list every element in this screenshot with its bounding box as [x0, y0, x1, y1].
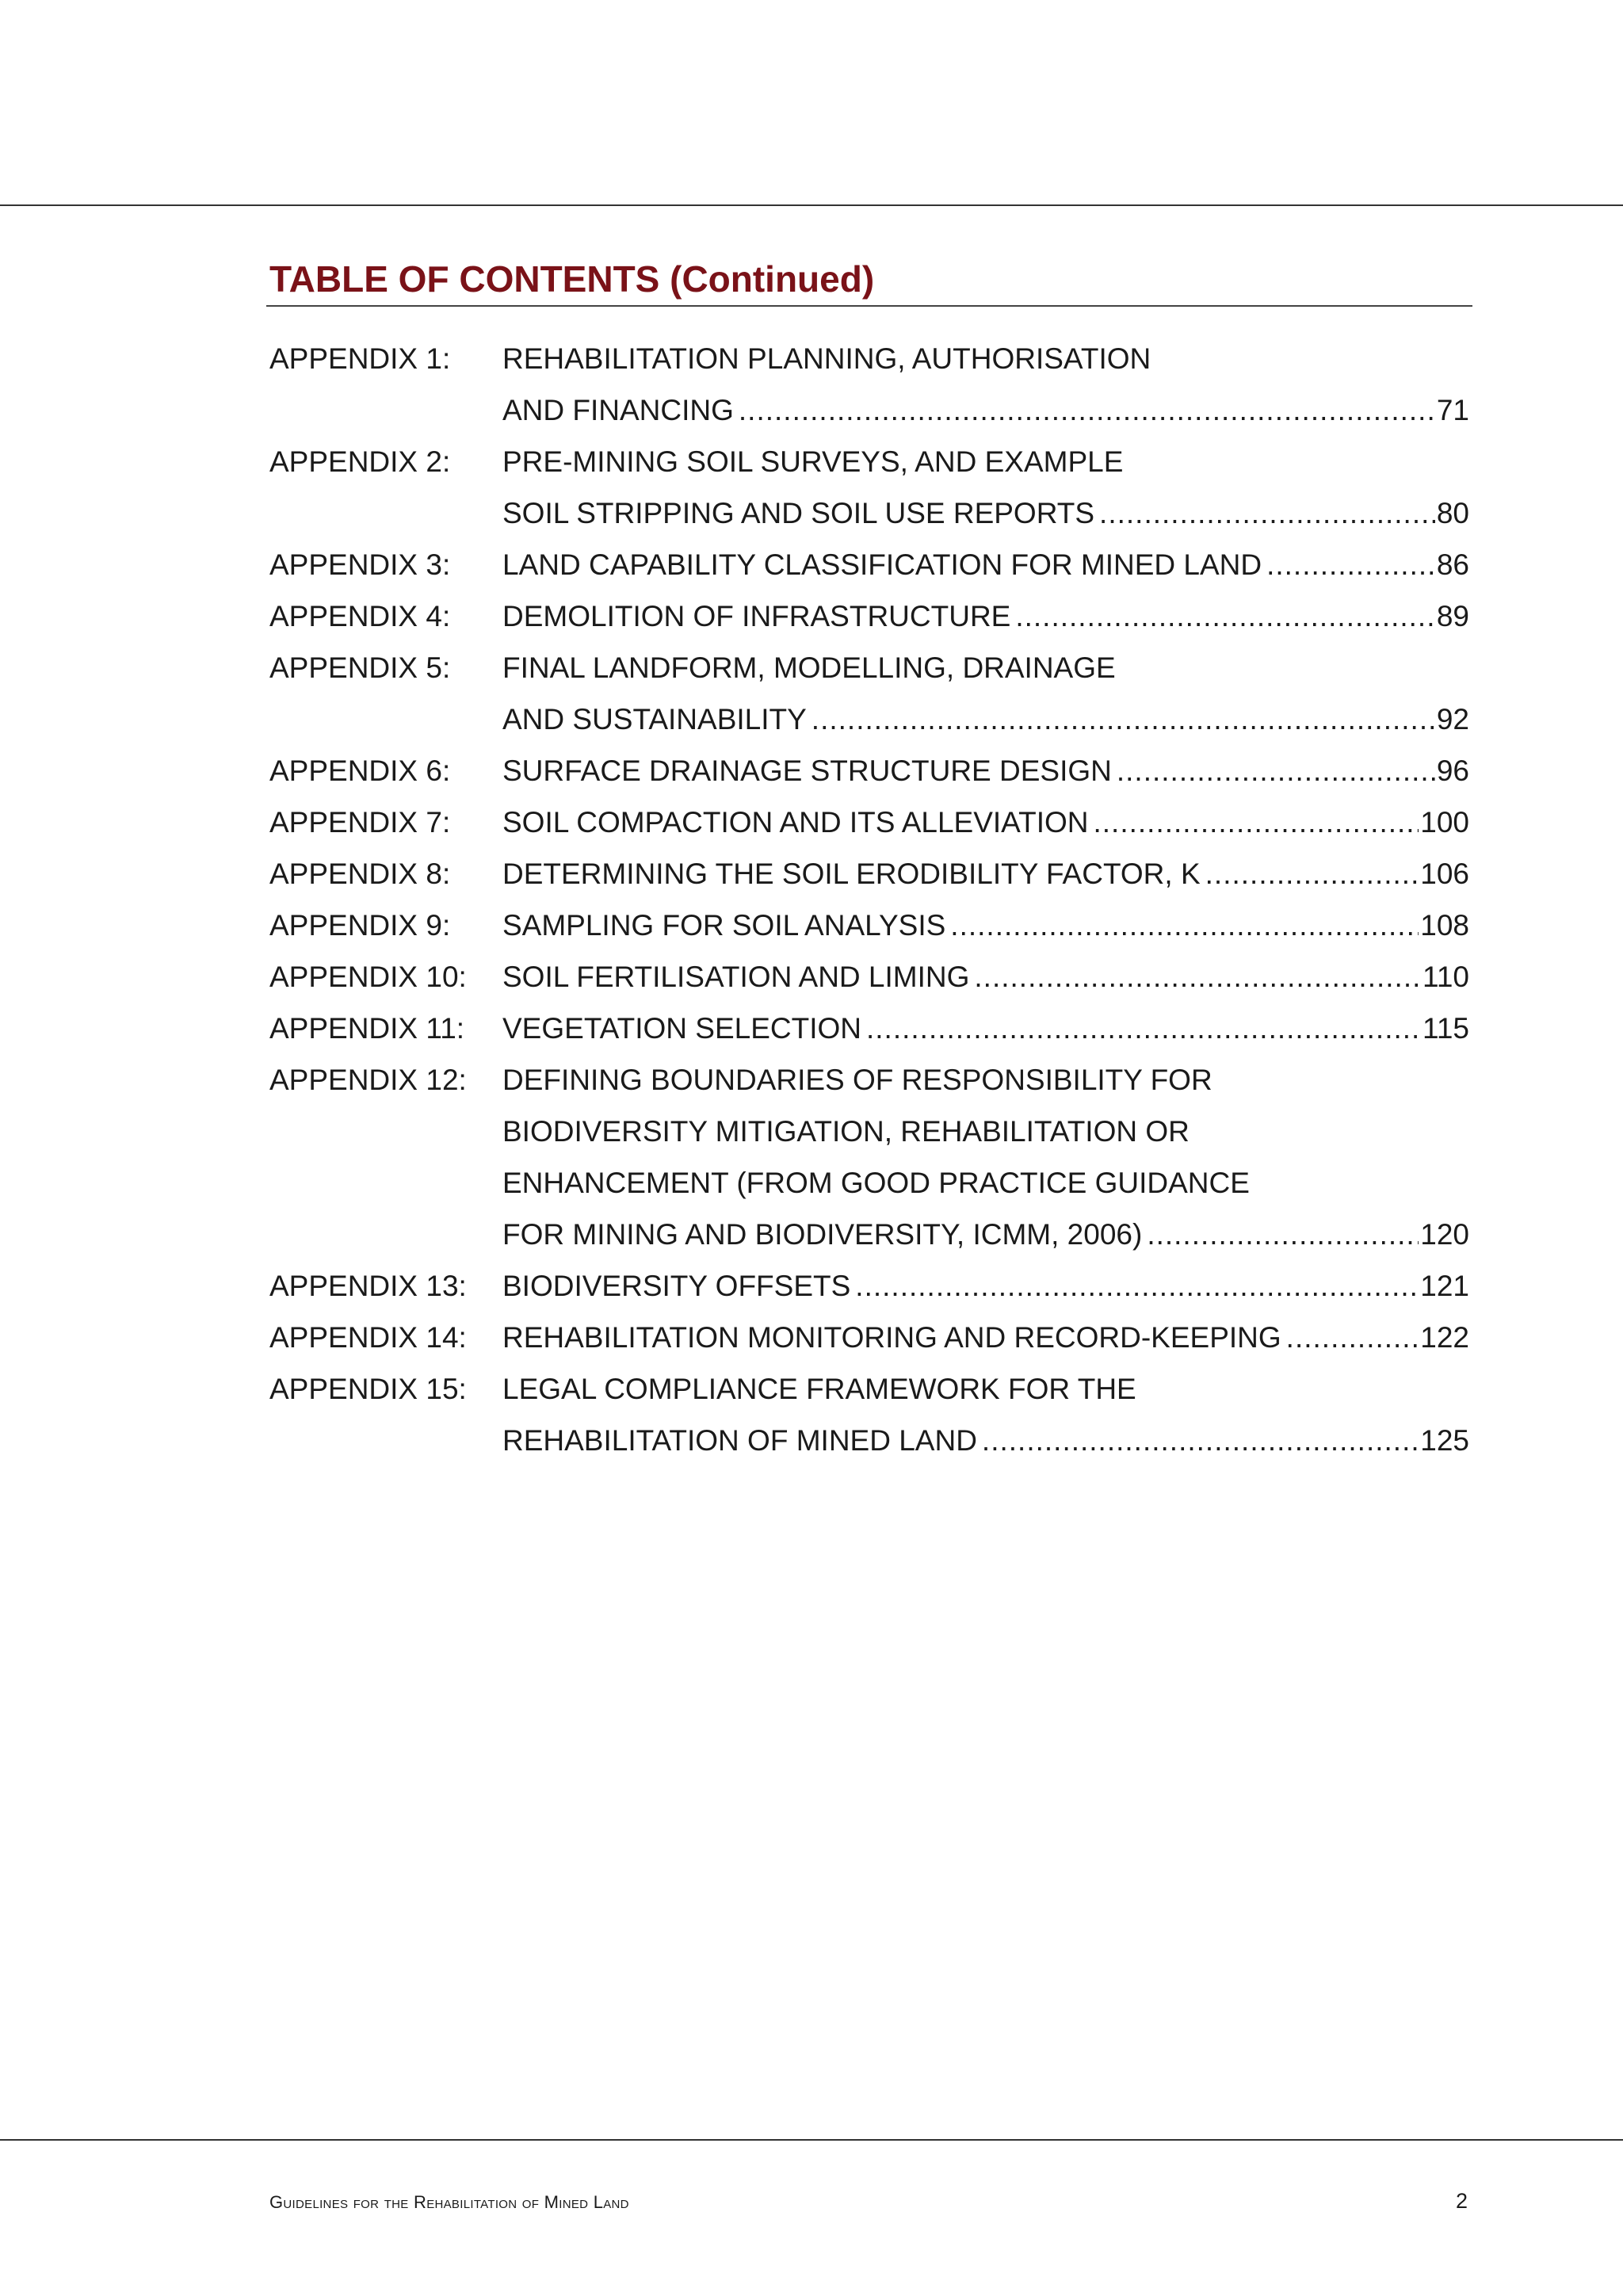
- toc-entry-label: APPENDIX 14:: [269, 1321, 467, 1354]
- toc-entry-label: APPENDIX 15:: [269, 1373, 467, 1405]
- dot-leader: [739, 384, 1435, 436]
- toc-entry[interactable]: [269, 642, 1469, 745]
- dot-leader: [1099, 487, 1435, 539]
- toc-entry-page-number: 110: [1423, 961, 1469, 993]
- dot-leader: [1015, 590, 1435, 642]
- toc-entry-page-number: 125: [1420, 1424, 1469, 1457]
- dot-leader: [1286, 1312, 1419, 1363]
- toc-entry-title-line: LEGAL COMPLIANCE FRAMEWORK FOR THE: [502, 1373, 1136, 1405]
- toc-entry-leader-line: [502, 745, 1469, 797]
- toc-entry-title-line: BIODIVERSITY OFFSETS: [502, 1270, 851, 1302]
- toc-entry[interactable]: [269, 1054, 1469, 1260]
- toc-entry-title-line: REHABILITATION OF MINED LAND: [502, 1424, 977, 1457]
- toc-entry-label: APPENDIX 12:: [269, 1064, 467, 1096]
- toc-entry-label: APPENDIX 10:: [269, 961, 467, 993]
- toc-entry-title-line: REHABILITATION MONITORING AND RECORD-KEEPING: [502, 1321, 1281, 1354]
- toc-entry-title-line: DEFINING BOUNDARIES OF RESPONSIBILITY FOR: [502, 1064, 1212, 1096]
- toc-entry-page-number: 89: [1436, 600, 1469, 632]
- toc-entry-title-line: FINAL LANDFORM, MODELLING, DRAINAGE: [502, 651, 1116, 684]
- toc-entry-page-number: 71: [1436, 394, 1469, 426]
- toc-entry-body: [502, 848, 1469, 900]
- toc-entry-title-line: SAMPLING FOR SOIL ANALYSIS: [502, 909, 946, 942]
- toc-entry-page-number: 96: [1436, 755, 1469, 787]
- footer-document-title: Guidelines for the Rehabilitation of Mined Land: [269, 2192, 629, 2212]
- toc-entry[interactable]: [269, 951, 1469, 1003]
- toc-entry-leader-line: [502, 384, 1469, 436]
- dot-leader: [1266, 539, 1435, 590]
- toc-entry-page-number: 108: [1420, 909, 1469, 942]
- toc-entry-leader-line: [502, 1312, 1469, 1363]
- dot-leader: [1147, 1209, 1419, 1260]
- toc-entry[interactable]: [269, 1003, 1469, 1054]
- toc-entry-leader-line: [502, 590, 1469, 642]
- toc-entry-body: [502, 539, 1469, 590]
- toc-entry-title-line: AND FINANCING: [502, 394, 734, 426]
- toc-entry[interactable]: [269, 848, 1469, 900]
- toc-entry-page-number: 86: [1436, 548, 1469, 581]
- toc-entry-title-line: FOR MINING AND BIODIVERSITY, ICMM, 2006): [502, 1218, 1143, 1251]
- toc-entry[interactable]: [269, 539, 1469, 590]
- dot-leader: [974, 951, 1421, 1003]
- toc-entry-label: APPENDIX 9:: [269, 909, 451, 942]
- toc-entry[interactable]: [269, 797, 1469, 848]
- footer-rule: [0, 2139, 1623, 2141]
- toc-entry-label: APPENDIX 3:: [269, 548, 451, 581]
- toc-entry-title-line: REHABILITATION PLANNING, AUTHORISATION: [502, 342, 1151, 375]
- toc-entry-label: APPENDIX 2:: [269, 445, 451, 478]
- toc-entry[interactable]: [269, 590, 1469, 642]
- toc-entry[interactable]: [269, 900, 1469, 951]
- dot-leader: [866, 1003, 1421, 1054]
- toc-entry-label: APPENDIX 6:: [269, 755, 451, 787]
- toc-entry-title-line: AND SUSTAINABILITY: [502, 703, 807, 735]
- toc-entry-body: [502, 642, 1469, 745]
- toc-entry-label: APPENDIX 4:: [269, 600, 451, 632]
- toc-entry-title-line: DETERMINING THE SOIL ERODIBILITY FACTOR, K: [502, 858, 1201, 890]
- toc-entry-title-line: SURFACE DRAINAGE STRUCTURE DESIGN: [502, 755, 1112, 787]
- toc-entry-page-number: 106: [1420, 858, 1469, 890]
- toc-entry-body: [502, 1363, 1469, 1466]
- toc-entry-label: APPENDIX 13:: [269, 1270, 467, 1302]
- toc-entry-body: [502, 436, 1469, 539]
- toc-entry-title-line: BIODIVERSITY MITIGATION, REHABILITATION OR: [502, 1115, 1190, 1148]
- toc-entry-page-number: 115: [1423, 1012, 1469, 1045]
- toc-entry-page-number: 121: [1420, 1270, 1469, 1302]
- toc-entry[interactable]: [269, 745, 1469, 797]
- title-underline: [266, 305, 1472, 307]
- toc-entry[interactable]: [269, 1312, 1469, 1363]
- toc-entry-label: APPENDIX 1:: [269, 342, 451, 375]
- toc-entry[interactable]: [269, 436, 1469, 539]
- toc-entry-leader-line: [502, 539, 1469, 590]
- toc-entry-leader-line: [502, 951, 1469, 1003]
- page-title: TABLE OF CONTENTS (Continued): [269, 258, 875, 300]
- dot-leader: [1117, 745, 1435, 797]
- toc-entry-body: [502, 900, 1469, 951]
- dot-leader: [855, 1260, 1419, 1312]
- toc-entry-leader-line: [502, 487, 1469, 539]
- table-of-contents: [269, 333, 1469, 1466]
- toc-entry-leader-line: [502, 1415, 1469, 1466]
- toc-entry-title-line: PRE-MINING SOIL SURVEYS, AND EXAMPLE: [502, 445, 1124, 478]
- toc-entry-body: [502, 951, 1469, 1003]
- toc-entry-title-line: SOIL STRIPPING AND SOIL USE REPORTS: [502, 497, 1095, 529]
- toc-entry-body: [502, 797, 1469, 848]
- dot-leader: [1093, 797, 1419, 848]
- toc-entry-body: [502, 590, 1469, 642]
- dot-leader: [1205, 848, 1419, 900]
- toc-entry-page-number: 92: [1436, 703, 1469, 735]
- toc-entry-label: APPENDIX 8:: [269, 858, 451, 890]
- header-rule: [0, 204, 1623, 206]
- toc-entry-body: [502, 1054, 1469, 1260]
- toc-entry-page-number: 122: [1420, 1321, 1469, 1354]
- toc-entry-title-line: VEGETATION SELECTION: [502, 1012, 861, 1045]
- toc-entry-label: APPENDIX 7:: [269, 806, 451, 839]
- toc-entry-label: APPENDIX 11:: [269, 1012, 465, 1045]
- toc-entry-leader-line: [502, 848, 1469, 900]
- toc-entry-leader-line: [502, 900, 1469, 951]
- toc-entry-body: [502, 1260, 1469, 1312]
- toc-entry-body: [502, 333, 1469, 436]
- dot-leader: [812, 693, 1435, 745]
- toc-entry-body: [502, 1312, 1469, 1363]
- toc-entry-leader-line: [502, 797, 1469, 848]
- toc-entry-leader-line: [502, 1260, 1469, 1312]
- toc-entry-title-line: SOIL FERTILISATION AND LIMING: [502, 961, 970, 993]
- toc-entry-leader-line: [502, 1003, 1469, 1054]
- toc-entry-leader-line: [502, 693, 1469, 745]
- toc-entry-page-number: 120: [1420, 1218, 1469, 1251]
- toc-entry-title-line: SOIL COMPACTION AND ITS ALLEVIATION: [502, 806, 1089, 839]
- toc-entry-title-line: ENHANCEMENT (FROM GOOD PRACTICE GUIDANCE: [502, 1167, 1250, 1199]
- toc-entry-page-number: 100: [1420, 806, 1469, 839]
- dot-leader: [950, 900, 1419, 951]
- toc-entry-title-line: LAND CAPABILITY CLASSIFICATION FOR MINED LAND: [502, 548, 1262, 581]
- toc-entry-leader-line: [502, 1209, 1469, 1260]
- toc-entry-title-line: DEMOLITION OF INFRASTRUCTURE: [502, 600, 1011, 632]
- dot-leader: [982, 1415, 1419, 1466]
- toc-entry-label: APPENDIX 5:: [269, 651, 451, 684]
- toc-entry-body: [502, 1003, 1469, 1054]
- toc-entry[interactable]: [269, 333, 1469, 436]
- toc-entry[interactable]: [269, 1363, 1469, 1466]
- toc-entry-page-number: 80: [1436, 497, 1469, 529]
- toc-entry[interactable]: [269, 1260, 1469, 1312]
- footer-page-number: 2: [1455, 2189, 1468, 2213]
- toc-entry-body: [502, 745, 1469, 797]
